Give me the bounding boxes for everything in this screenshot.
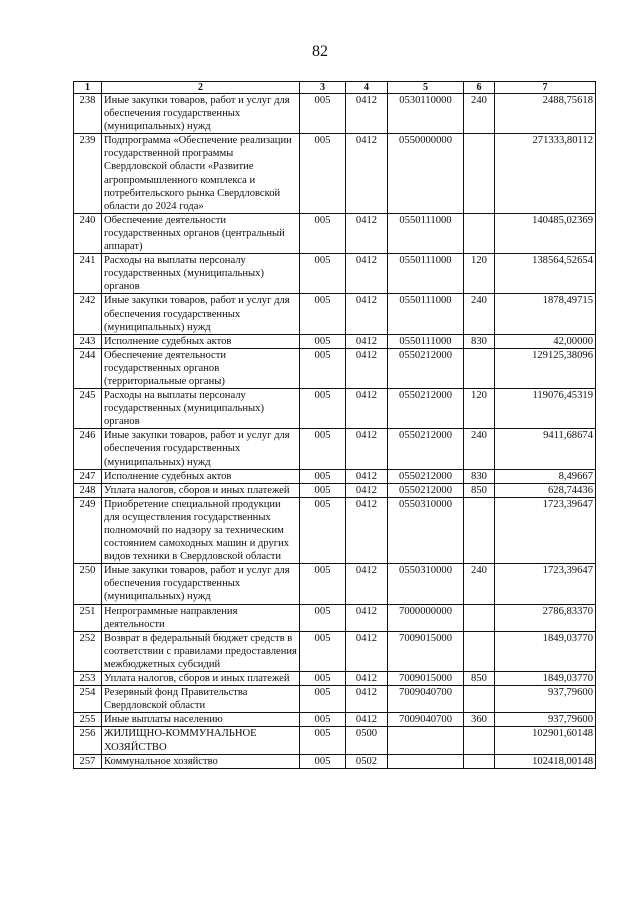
code-expense-type: 850 [464, 483, 495, 497]
row-amount: 2488,75618 [495, 94, 596, 134]
table-row [74, 294, 596, 334]
header-col-3: 3 [300, 82, 346, 94]
table-row [74, 469, 596, 483]
row-name: Подпрограмма «Обеспечение реализации государственной программы Свердловской области «Развитие агропромышленного комплекса и потребительского рынка Свердловской области до 2024 года» [102, 134, 300, 214]
row-number: 238 [74, 94, 102, 134]
row-number: 239 [74, 134, 102, 214]
row-amount: 102418,00148 [495, 754, 596, 768]
code-target: 0530110000 [388, 94, 464, 134]
table-row [74, 754, 596, 768]
row-number: 242 [74, 294, 102, 334]
row-number: 241 [74, 254, 102, 294]
row-number: 257 [74, 754, 102, 768]
code-section: 0412 [346, 213, 388, 253]
row-name: Иные закупки товаров, работ и услуг для обеспечения государственных (муниципальных) нужд [102, 429, 300, 469]
row-number: 240 [74, 213, 102, 253]
code-section: 0412 [346, 469, 388, 483]
code-administrator: 005 [300, 294, 346, 334]
row-amount: 2786,83370 [495, 604, 596, 631]
code-expense-type: 120 [464, 254, 495, 294]
code-section: 0412 [346, 334, 388, 348]
row-amount: 102901,60148 [495, 727, 596, 754]
code-section: 0412 [346, 713, 388, 727]
code-administrator: 005 [300, 334, 346, 348]
header-col-5: 5 [388, 82, 464, 94]
code-administrator: 005 [300, 429, 346, 469]
code-administrator: 005 [300, 564, 346, 604]
row-amount: 1849,03770 [495, 631, 596, 671]
row-amount: 119076,45319 [495, 389, 596, 429]
code-section: 0412 [346, 604, 388, 631]
row-name: Исполнение судебных актов [102, 334, 300, 348]
table-body [74, 94, 596, 769]
table-row [74, 604, 596, 631]
table-row [74, 334, 596, 348]
code-target: 0550212000 [388, 483, 464, 497]
code-target: 7009040700 [388, 686, 464, 713]
row-name: Уплата налогов, сборов и иных платежей [102, 672, 300, 686]
row-name: Обеспечение деятельности государственных органов (территориальные органы) [102, 348, 300, 388]
row-amount: 8,49667 [495, 469, 596, 483]
row-name: Иные закупки товаров, работ и услуг для обеспечения государственных (муниципальных) нужд [102, 564, 300, 604]
code-section: 0412 [346, 134, 388, 214]
table-row [74, 713, 596, 727]
header-col-7: 7 [495, 82, 596, 94]
code-target: 0550000000 [388, 134, 464, 214]
row-number: 245 [74, 389, 102, 429]
row-number: 250 [74, 564, 102, 604]
row-number: 248 [74, 483, 102, 497]
row-name: Непрограммные направления деятельности [102, 604, 300, 631]
code-expense-type [464, 604, 495, 631]
header-col-2: 2 [102, 82, 300, 94]
code-target: 0550212000 [388, 389, 464, 429]
budget-table [73, 81, 596, 769]
code-target: 0550212000 [388, 469, 464, 483]
table-row [74, 727, 596, 754]
row-name: Обеспечение деятельности государственных органов (центральный аппарат) [102, 213, 300, 253]
row-amount: 937,79600 [495, 713, 596, 727]
code-target: 0550111000 [388, 294, 464, 334]
table-row [74, 213, 596, 253]
table-row [74, 94, 596, 134]
code-expense-type [464, 686, 495, 713]
row-amount: 628,74436 [495, 483, 596, 497]
row-number: 246 [74, 429, 102, 469]
row-amount: 140485,02369 [495, 213, 596, 253]
table-header-row [74, 82, 596, 94]
code-expense-type [464, 213, 495, 253]
code-section: 0412 [346, 429, 388, 469]
table-row [74, 631, 596, 671]
row-amount: 42,00000 [495, 334, 596, 348]
table-row [74, 389, 596, 429]
code-target: 0550111000 [388, 213, 464, 253]
code-section: 0412 [346, 631, 388, 671]
code-target: 0550310000 [388, 497, 464, 563]
code-administrator: 005 [300, 348, 346, 388]
code-section: 0412 [346, 254, 388, 294]
row-number: 251 [74, 604, 102, 631]
row-name: Расходы на выплаты персоналу государственных (муниципальных) органов [102, 254, 300, 294]
row-name: Иные закупки товаров, работ и услуг для обеспечения государственных (муниципальных) нужд [102, 94, 300, 134]
table-row [74, 348, 596, 388]
row-number: 254 [74, 686, 102, 713]
code-administrator: 005 [300, 497, 346, 563]
row-amount: 271333,80112 [495, 134, 596, 214]
code-expense-type: 240 [464, 294, 495, 334]
row-amount: 1849,03770 [495, 672, 596, 686]
code-expense-type: 240 [464, 429, 495, 469]
code-target: 7009015000 [388, 631, 464, 671]
code-target: 0550310000 [388, 564, 464, 604]
row-amount: 1723,39647 [495, 497, 596, 563]
row-amount: 1878,49715 [495, 294, 596, 334]
code-section: 0500 [346, 727, 388, 754]
code-administrator: 005 [300, 672, 346, 686]
row-number: 252 [74, 631, 102, 671]
code-administrator: 005 [300, 213, 346, 253]
code-target: 7009040700 [388, 713, 464, 727]
row-number: 255 [74, 713, 102, 727]
page-number: 82 [312, 43, 328, 60]
table-row [74, 429, 596, 469]
code-expense-type [464, 348, 495, 388]
row-number: 256 [74, 727, 102, 754]
code-expense-type [464, 727, 495, 754]
code-expense-type: 240 [464, 564, 495, 604]
header-col-4: 4 [346, 82, 388, 94]
code-administrator: 005 [300, 94, 346, 134]
code-section: 0412 [346, 686, 388, 713]
header-col-6: 6 [464, 82, 495, 94]
code-section: 0412 [346, 348, 388, 388]
code-target: 7009015000 [388, 672, 464, 686]
code-administrator: 005 [300, 713, 346, 727]
row-name: Возврат в федеральный бюджет средств в соответствии с правилами предоставления межбюджетных субсидий [102, 631, 300, 671]
table-row [74, 483, 596, 497]
row-number: 253 [74, 672, 102, 686]
code-target: 0550111000 [388, 334, 464, 348]
code-administrator: 005 [300, 254, 346, 294]
row-name: Уплата налогов, сборов и иных платежей [102, 483, 300, 497]
code-expense-type [464, 631, 495, 671]
code-section: 0412 [346, 94, 388, 134]
row-amount: 129125,38096 [495, 348, 596, 388]
code-administrator: 005 [300, 631, 346, 671]
code-target [388, 754, 464, 768]
code-expense-type: 360 [464, 713, 495, 727]
code-expense-type [464, 754, 495, 768]
code-section: 0412 [346, 483, 388, 497]
code-section: 0412 [346, 389, 388, 429]
row-number: 243 [74, 334, 102, 348]
code-section: 0502 [346, 754, 388, 768]
code-expense-type: 830 [464, 469, 495, 483]
code-administrator: 005 [300, 604, 346, 631]
code-target: 0550212000 [388, 348, 464, 388]
row-amount: 138564,52654 [495, 254, 596, 294]
table-row [74, 672, 596, 686]
code-expense-type: 120 [464, 389, 495, 429]
code-expense-type: 240 [464, 94, 495, 134]
header-col-1: 1 [74, 82, 102, 94]
code-administrator: 005 [300, 686, 346, 713]
table-row [74, 497, 596, 563]
code-target: 7000000000 [388, 604, 464, 631]
row-name: Иные закупки товаров, работ и услуг для обеспечения государственных (муниципальных) нужд [102, 294, 300, 334]
table-row [74, 564, 596, 604]
row-amount: 1723,39647 [495, 564, 596, 604]
code-administrator: 005 [300, 389, 346, 429]
code-target: 0550111000 [388, 254, 464, 294]
row-name: Исполнение судебных актов [102, 469, 300, 483]
table-row [74, 686, 596, 713]
row-amount: 9411,68674 [495, 429, 596, 469]
code-section: 0412 [346, 672, 388, 686]
row-number: 249 [74, 497, 102, 563]
code-target [388, 727, 464, 754]
code-administrator: 005 [300, 727, 346, 754]
code-target: 0550212000 [388, 429, 464, 469]
row-name: Коммунальное хозяйство [102, 754, 300, 768]
row-name: Расходы на выплаты персоналу государственных (муниципальных) органов [102, 389, 300, 429]
row-name: ЖИЛИЩНО-КОММУНАЛЬНОЕ ХОЗЯЙСТВО [102, 727, 300, 754]
row-name: Резервный фонд Правительства Свердловской области [102, 686, 300, 713]
row-amount: 937,79600 [495, 686, 596, 713]
code-administrator: 005 [300, 483, 346, 497]
code-section: 0412 [346, 564, 388, 604]
row-number: 244 [74, 348, 102, 388]
code-section: 0412 [346, 497, 388, 563]
code-expense-type [464, 497, 495, 563]
row-number: 247 [74, 469, 102, 483]
table-row [74, 134, 596, 214]
code-expense-type [464, 134, 495, 214]
row-name: Иные выплаты населению [102, 713, 300, 727]
row-name: Приобретение специальной продукции для осуществления государственных полномочий по надзору за техническим состоянием самоходных машин и других видов техники в Свердловской области [102, 497, 300, 563]
code-section: 0412 [346, 294, 388, 334]
code-administrator: 005 [300, 469, 346, 483]
code-expense-type: 850 [464, 672, 495, 686]
code-expense-type: 830 [464, 334, 495, 348]
code-administrator: 005 [300, 754, 346, 768]
table-row [74, 254, 596, 294]
code-administrator: 005 [300, 134, 346, 214]
